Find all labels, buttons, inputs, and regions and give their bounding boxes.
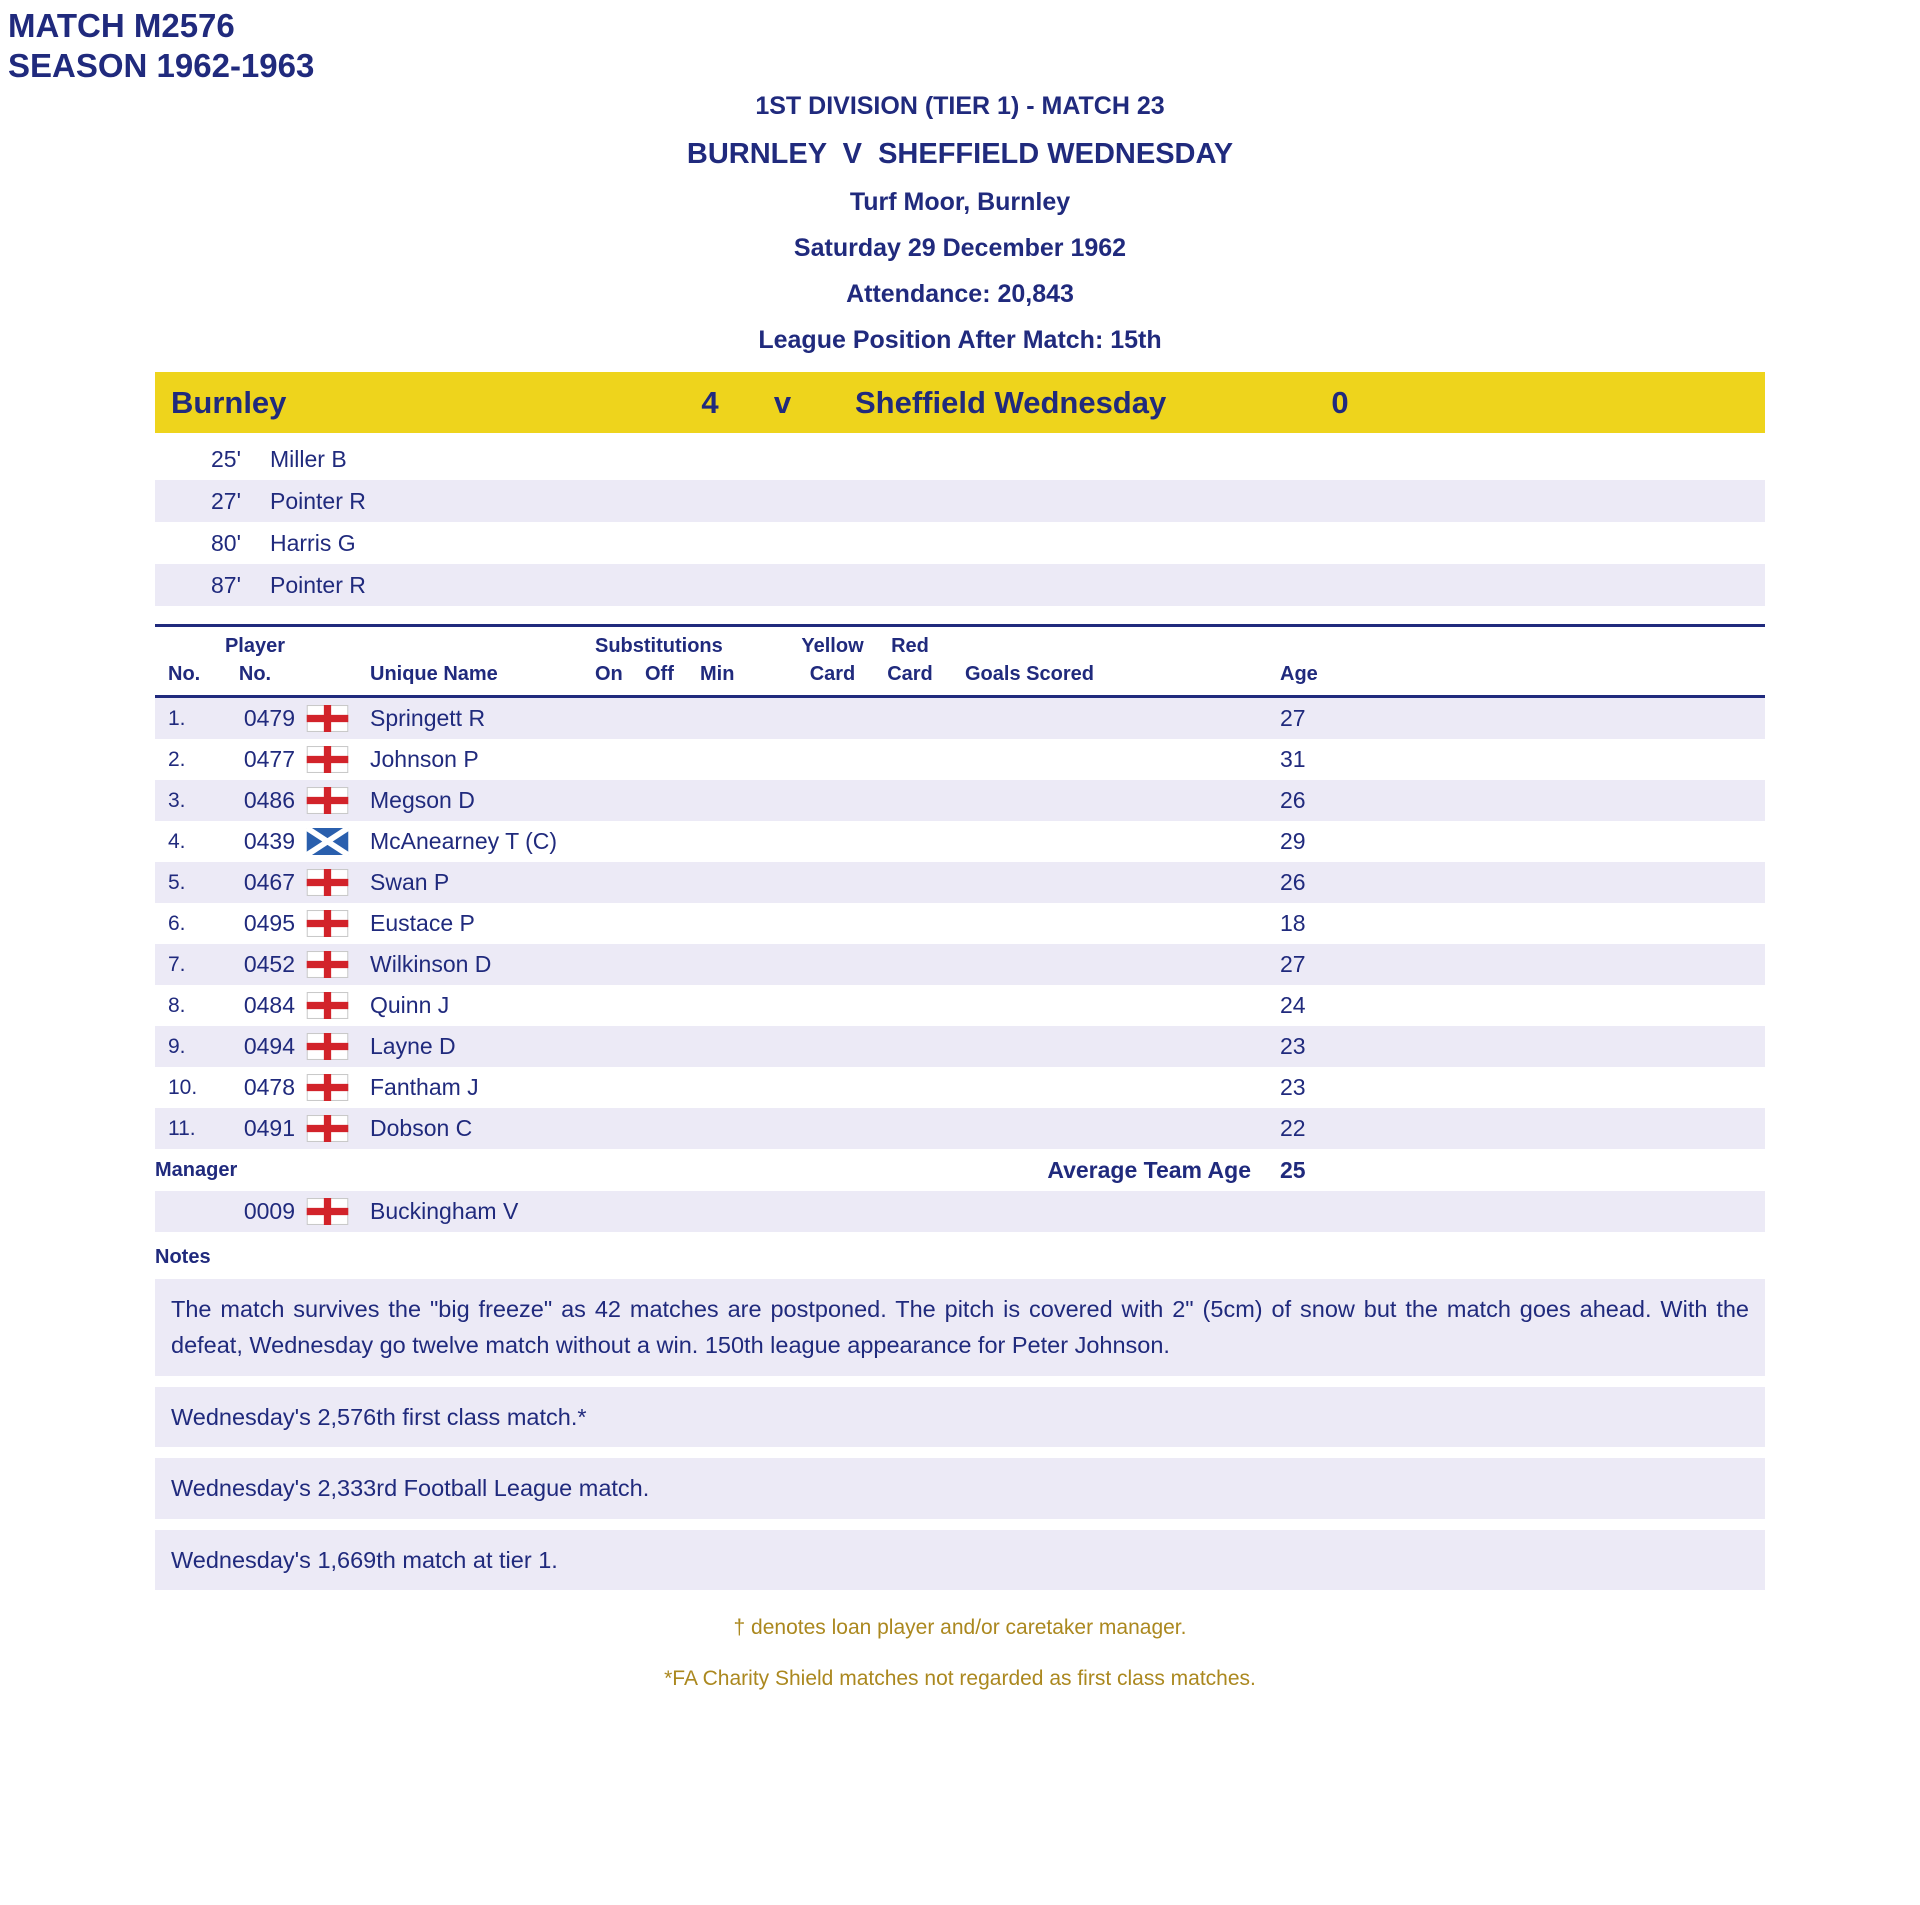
player-number: 0477	[243, 746, 295, 772]
player-position: 4.	[168, 829, 186, 853]
england-flag-icon	[306, 746, 349, 773]
player-name: Johnson P	[370, 746, 479, 772]
away-score: 0	[1331, 384, 1349, 420]
player-number: 0484	[243, 992, 295, 1018]
col-age: Age	[1280, 663, 1318, 685]
player-age: 23	[1280, 1074, 1306, 1100]
col-min: Min	[700, 663, 735, 685]
england-flag-icon	[306, 910, 349, 937]
manager-name: Buckingham V	[370, 1198, 519, 1224]
col-red-bottom: Card	[887, 663, 933, 685]
footnote-loan: † denotes loan player and/or caretaker manager.	[733, 1616, 1187, 1640]
attendance: Attendance: 20,843	[846, 280, 1074, 308]
note-paragraph: The match survives the "big freeze" as 42 matches are postponed. The pitch is covered with 2" (5cm) of snow but the match goes ahead. With the defeat, Wednesday go twelve match without a win. 150th league appearance for Peter Johnson.	[155, 1279, 1765, 1376]
player-name: Layne D	[370, 1033, 456, 1059]
col-player-bottom: No.	[238, 663, 272, 685]
player-row	[155, 739, 1765, 780]
england-flag-icon	[306, 1033, 349, 1060]
corner-id-block	[8, 6, 314, 87]
lineup-header	[155, 624, 1765, 698]
fixture-line: BURNLEY V SHEFFIELD WEDNESDAY	[686, 138, 1234, 170]
player-row	[155, 862, 1765, 903]
col-unique-name: Unique Name	[370, 663, 498, 685]
player-position: 10.	[168, 1075, 198, 1099]
player-name: Quinn J	[370, 992, 450, 1018]
player-age: 18	[1280, 910, 1306, 936]
venue: Turf Moor, Burnley	[849, 188, 1071, 216]
player-row	[155, 698, 1765, 739]
lineup-table	[155, 624, 1765, 1149]
player-flag-cell	[295, 1115, 360, 1142]
player-name: Swan P	[370, 869, 450, 895]
player-position: 8.	[168, 993, 186, 1017]
player-flag-cell	[295, 869, 360, 896]
note-paragraph: Wednesday's 1,669th match at tier 1.	[155, 1530, 1765, 1590]
england-flag-icon	[306, 869, 349, 896]
player-row	[155, 1067, 1765, 1108]
score-separator: v	[773, 384, 792, 420]
col-red-top: Red	[891, 635, 929, 657]
goal-row	[155, 480, 1765, 522]
col-substitutions: Substitutions	[595, 635, 723, 657]
england-flag-icon	[306, 951, 349, 978]
england-flag-icon	[306, 1115, 349, 1142]
goal-minute: 27'	[211, 487, 241, 514]
player-number: 0439	[243, 828, 295, 854]
lineup-header-row-1	[155, 635, 1765, 658]
home-team-name: Burnley	[171, 384, 287, 420]
player-name: Springett R	[370, 705, 486, 731]
goal-scorer: Pointer R	[270, 571, 366, 598]
player-flag-cell	[295, 705, 360, 732]
report-content	[155, 372, 1765, 1590]
player-age: 22	[1280, 1115, 1306, 1141]
average-age-value: 25	[1280, 1156, 1306, 1183]
player-number: 0495	[243, 910, 295, 936]
player-position: 9.	[168, 1034, 186, 1058]
goal-row	[155, 522, 1765, 564]
season-label: SEASON 1962-1963	[8, 47, 315, 85]
player-position: 11.	[168, 1116, 196, 1140]
division-line: 1ST DIVISION (TIER 1) - MATCH 23	[755, 92, 1165, 120]
notes-label: Notes	[155, 1246, 211, 1268]
player-flag-cell	[295, 992, 360, 1019]
player-number: 0494	[243, 1033, 295, 1059]
manager-line	[155, 1149, 1765, 1191]
manager-player-row	[155, 1191, 1765, 1232]
player-row	[155, 903, 1765, 944]
home-score: 4	[701, 384, 719, 420]
goal-scorer: Miller B	[270, 445, 347, 472]
score-banner	[155, 372, 1765, 433]
col-yellow-top: Yellow	[801, 635, 864, 657]
player-position: 2.	[168, 747, 186, 771]
player-name: Eustace P	[370, 910, 475, 936]
player-name: Wilkinson D	[370, 951, 492, 977]
player-flag-cell	[295, 787, 360, 814]
england-flag-icon	[306, 787, 349, 814]
lineup-rows	[155, 698, 1765, 1149]
col-no: No.	[168, 663, 201, 685]
player-flag-cell	[295, 1074, 360, 1101]
england-flag-icon	[306, 1074, 349, 1101]
player-flag-cell	[295, 1033, 360, 1060]
player-age: 27	[1280, 951, 1306, 977]
player-row	[155, 1026, 1765, 1067]
note-paragraph: Wednesday's 2,333rd Football League match.	[155, 1458, 1765, 1518]
notes-paragraphs	[155, 1279, 1765, 1590]
col-goals-scored: Goals Scored	[965, 663, 1094, 685]
goal-minute: 87'	[211, 571, 241, 598]
player-name: Megson D	[370, 787, 475, 813]
player-flag-cell	[295, 828, 360, 855]
match-date: Saturday 29 December 1962	[793, 234, 1127, 262]
match-id: MATCH M2576	[8, 7, 235, 44]
manager-label: Manager	[155, 1158, 238, 1181]
player-flag-cell	[295, 746, 360, 773]
player-number: 0491	[243, 1115, 295, 1141]
player-row	[155, 944, 1765, 985]
player-number: 0486	[243, 787, 295, 813]
goal-minute: 80'	[211, 529, 241, 556]
player-age: 27	[1280, 705, 1306, 731]
player-age: 24	[1280, 992, 1306, 1018]
player-age: 31	[1280, 746, 1306, 772]
note-paragraph: Wednesday's 2,576th first class match.*	[155, 1387, 1765, 1447]
col-player-top: Player	[224, 635, 286, 657]
player-row	[155, 821, 1765, 862]
goal-scorer: Pointer R	[270, 487, 366, 514]
col-yellow-bottom: Card	[809, 663, 856, 685]
player-number: 0452	[243, 951, 295, 977]
footnote-charity-shield: *FA Charity Shield matches not regarded as first class matches.	[664, 1667, 1256, 1691]
england-flag-icon	[306, 705, 349, 732]
goal-row	[155, 438, 1765, 480]
player-position: 3.	[168, 788, 186, 812]
manager-number: 0009	[243, 1198, 295, 1224]
manager-line-left	[155, 1157, 1265, 1184]
player-number: 0479	[243, 705, 295, 731]
player-flag-cell	[295, 951, 360, 978]
league-position: League Position After Match: 15th	[758, 326, 1162, 354]
player-name: Dobson C	[370, 1115, 473, 1141]
player-number: 0467	[243, 869, 295, 895]
player-row	[155, 985, 1765, 1026]
col-off: Off	[645, 663, 674, 685]
player-position: 6.	[168, 911, 186, 935]
scotland-flag-icon	[306, 828, 349, 855]
player-age: 26	[1280, 869, 1306, 895]
footnotes	[0, 1616, 1920, 1691]
player-position: 1.	[168, 706, 186, 730]
player-age: 26	[1280, 787, 1306, 813]
england-flag-icon	[306, 992, 349, 1019]
away-team-name: Sheffield Wednesday	[855, 384, 1167, 420]
player-position: 7.	[168, 952, 186, 976]
goal-scorer: Harris G	[270, 529, 356, 556]
player-age: 29	[1280, 828, 1306, 854]
player-age: 23	[1280, 1033, 1306, 1059]
manager-flag-cell	[295, 1198, 360, 1225]
lineup-header-row-2	[155, 663, 1765, 686]
goal-minute: 25'	[211, 445, 241, 472]
goal-row	[155, 564, 1765, 606]
col-on: On	[595, 663, 623, 685]
player-position: 5.	[168, 870, 186, 894]
goals-list	[155, 438, 1765, 606]
player-name: McAnearney T (C)	[370, 828, 558, 854]
player-row	[155, 1108, 1765, 1149]
player-name: Fantham J	[370, 1074, 479, 1100]
average-age-label: Average Team Age	[1047, 1156, 1251, 1183]
player-row	[155, 780, 1765, 821]
player-number: 0478	[243, 1074, 295, 1100]
player-flag-cell	[295, 910, 360, 937]
england-flag-icon	[306, 1198, 349, 1225]
